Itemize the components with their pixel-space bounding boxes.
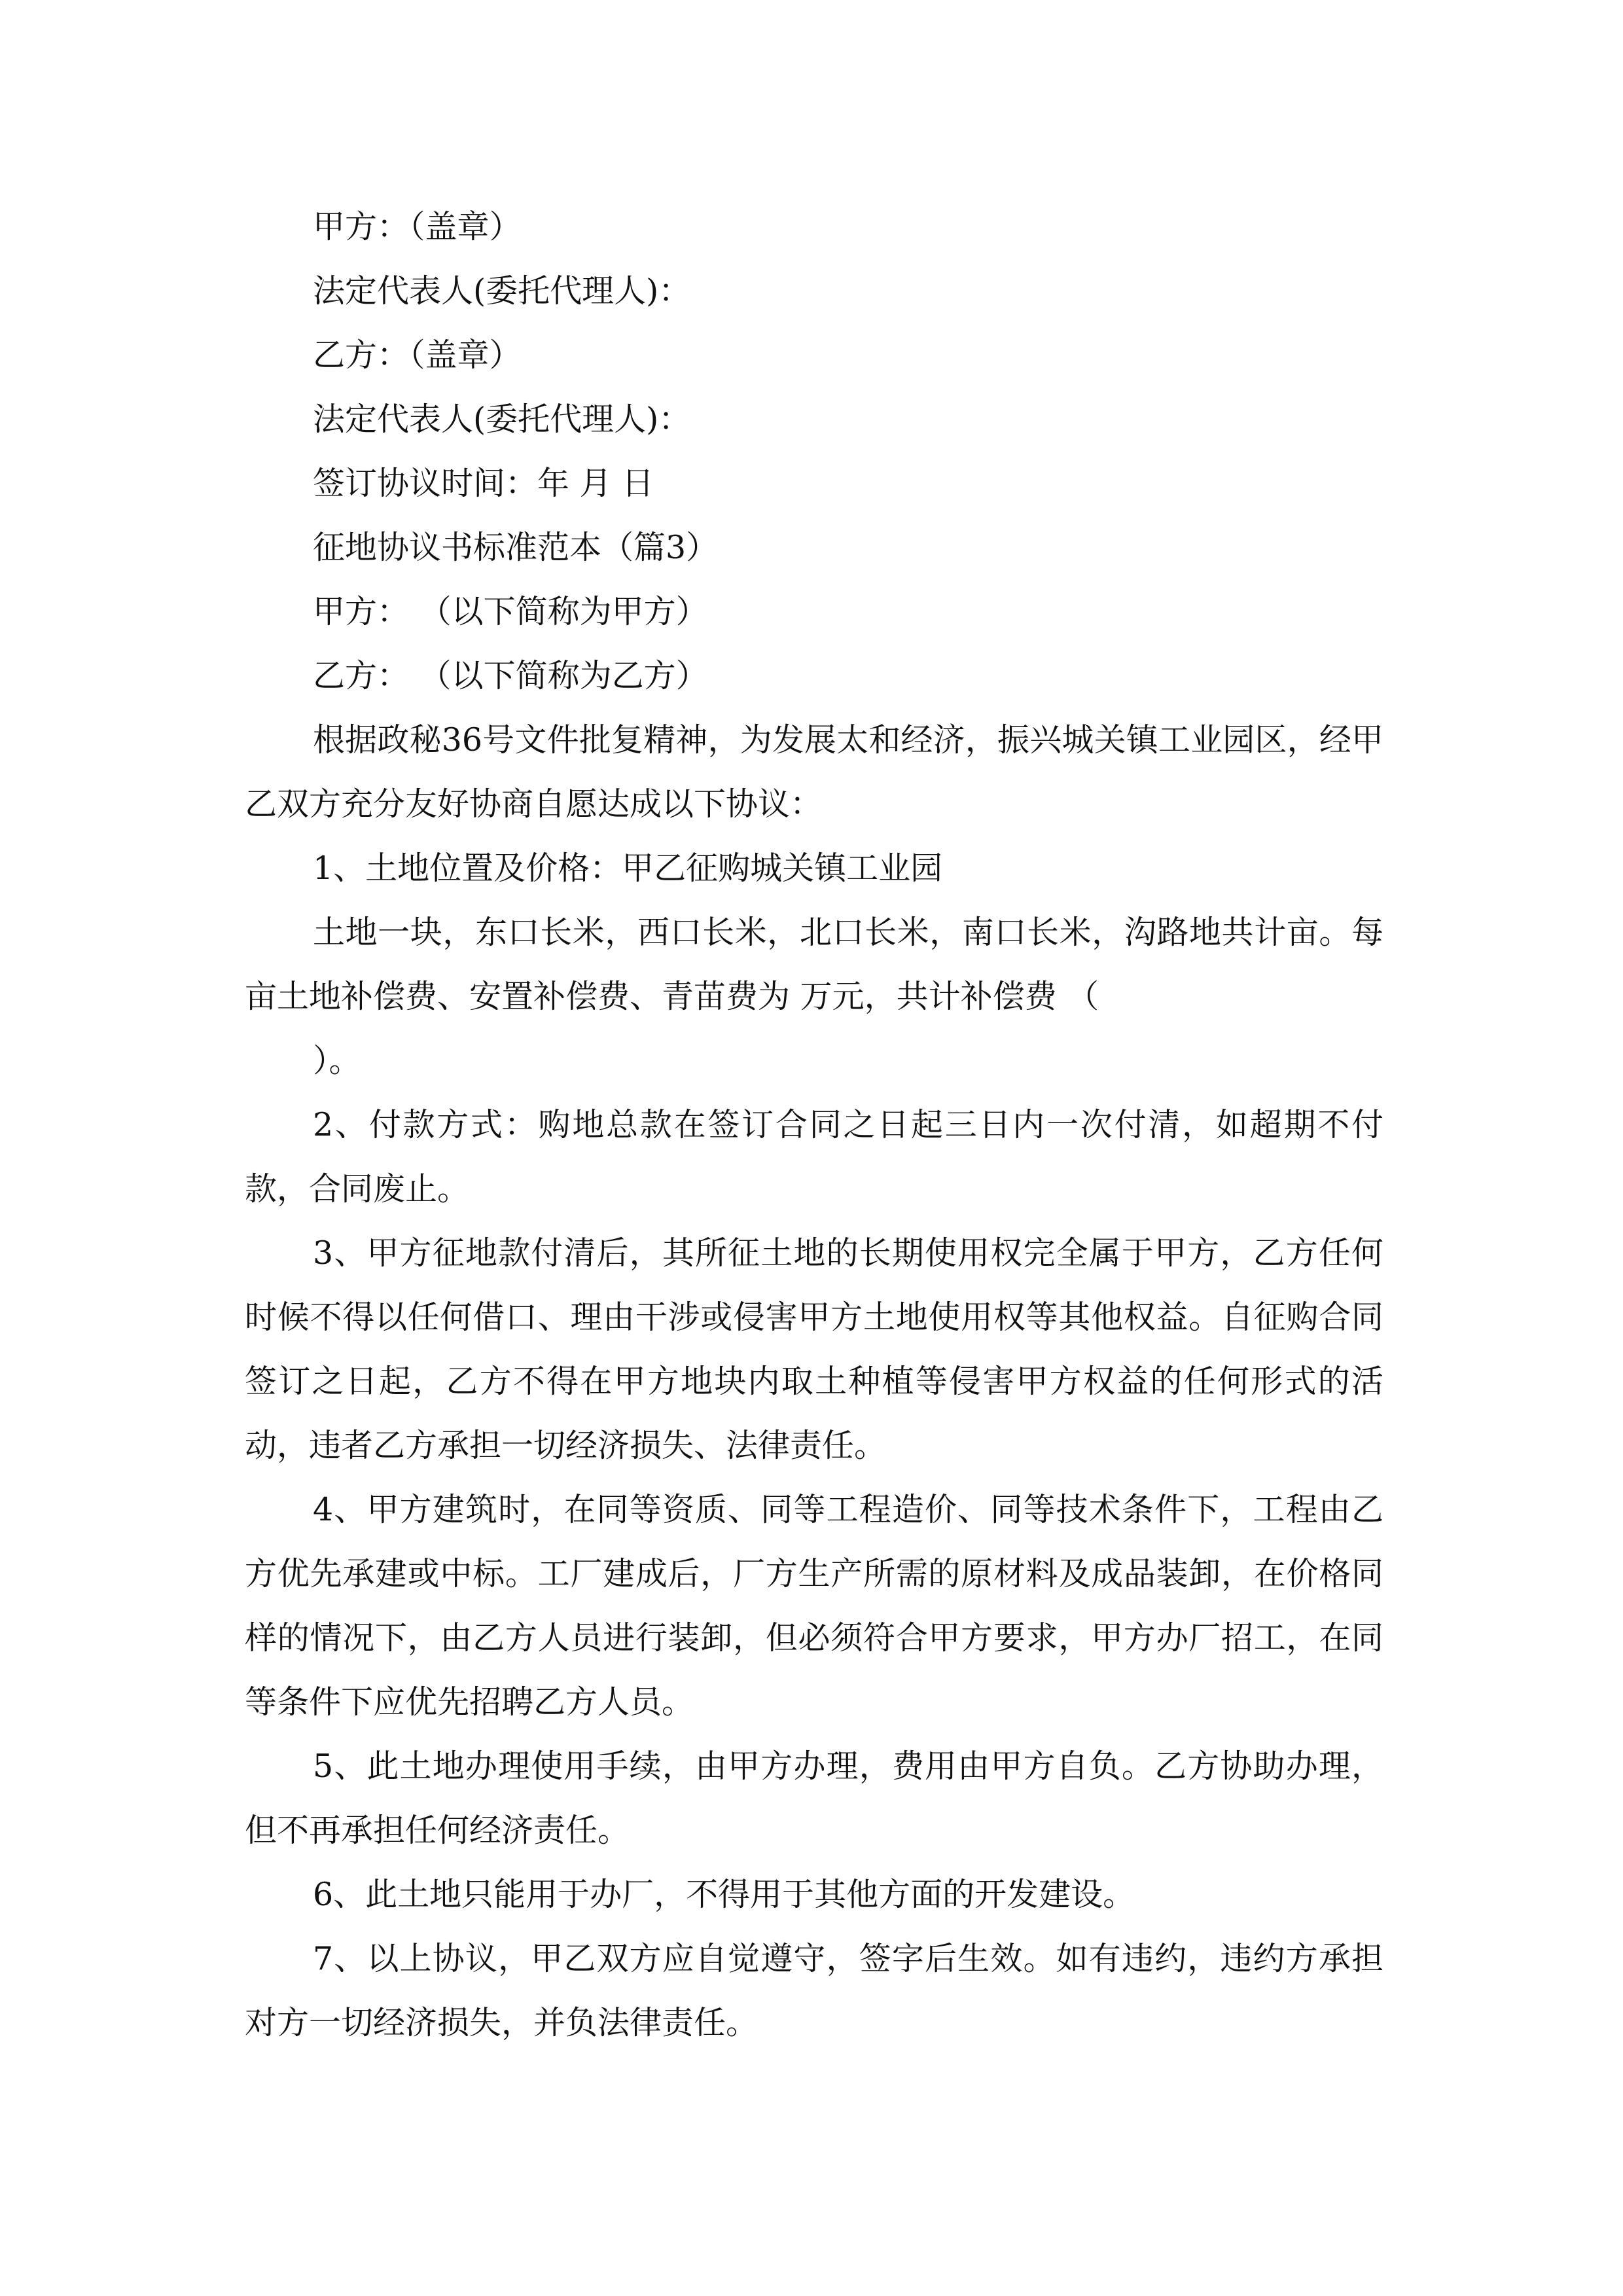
clause-7-paragraph: 7、以上协议，甲乙双方应自觉遵守，签字后生效。如有违约，违约方承担对方一切经济损失，并负法律责任。 xyxy=(245,1940,1383,2041)
clause-3-paragraph: 3、甲方征地款付清后，其所征土地的长期使用权完全属于甲方，乙方任何时候不得以任何借口、理由干涉或侵害甲方土地使用权等其他权益。自征购合同签订之日起，乙方不得在甲方地块内取土种植等侵害甲方权益的任何形式的活动，违者乙方承担一切经济损失、法律责任。 xyxy=(245,1234,1383,1464)
clause-1-end: ）。 xyxy=(313,1042,361,1079)
party-a-seal-line: 甲方：（盖章） xyxy=(313,208,522,245)
section-title: 征地协议书标准范本（篇3） xyxy=(313,529,719,566)
intro-paragraph: 根据政秘36号文件批复精神，为发展太和经济，振兴城关镇工业园区，经甲乙双方充分友好协商自愿达成以下协议： xyxy=(245,721,1383,823)
party-a-definition: 甲方： （以下简称为甲方） xyxy=(313,593,708,630)
clause-1-body: 土地一块，东口长米，西口长米，北口长米，南口长米，沟路地共计亩。每亩土地补偿费、安置补偿费、青苗费为 万元，共计补偿费 （ xyxy=(245,914,1383,1015)
party-b-definition: 乙方： （以下简称为乙方） xyxy=(313,657,708,694)
party-b-seal-line: 乙方：（盖章） xyxy=(313,336,522,374)
party-b-representative-line: 法定代表人(委托代理人)： xyxy=(313,401,691,438)
clause-1-title: 1、土地位置及价格：甲乙征购城关镇工业园 xyxy=(313,850,943,887)
clause-4-paragraph: 4、甲方建筑时，在同等资质、同等工程造价、同等技术条件下，工程由乙方优先承建或中标。工厂建成后，厂方生产所需的原材料及成品装卸，在价格同样的情况下，由乙方人员进行装卸，但必须符合甲方要求，甲方办厂招工，在同等条件下应优先招聘乙方人员。 xyxy=(245,1491,1383,1721)
clause-6-paragraph: 6、此土地只能用于办厂，不得用于其他方面的开发建设。 xyxy=(313,1876,1135,1913)
clause-2-paragraph: 2、付款方式：购地总款在签订合同之日起三日内一次付清，如超期不付款，合同废止。 xyxy=(245,1106,1383,1208)
clause-5-paragraph: 5、此土地办理使用手续，由甲方办理，费用由甲方自负。乙方协助办理，但不再承担任何经济责任。 xyxy=(245,1748,1383,1849)
document-content xyxy=(245,195,1383,2055)
party-a-representative-line: 法定代表人(委托代理人)： xyxy=(313,272,691,310)
sign-date-line: 签订协议时间：年 月 日 xyxy=(313,465,654,502)
